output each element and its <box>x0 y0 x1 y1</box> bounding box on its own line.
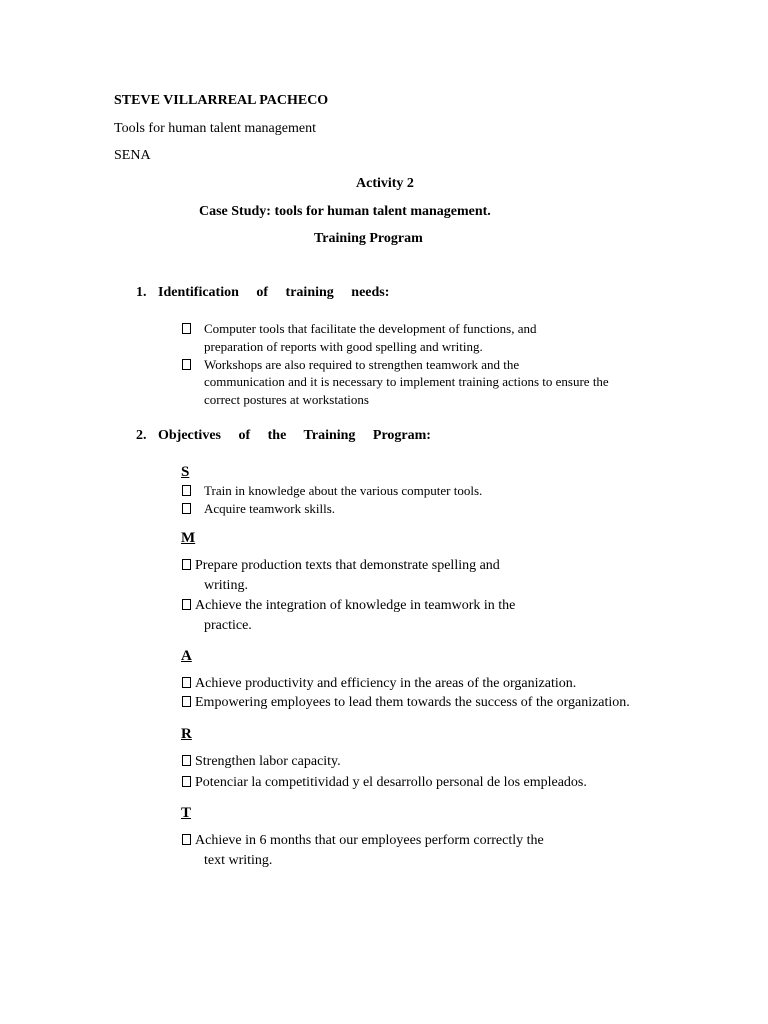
smart-letter-r: R <box>181 726 192 742</box>
list-item-line: Computer tools that facilitate the development of functions, and <box>204 321 537 336</box>
list-item-line: Empowering employees to lead them towards the success of the organization. <box>195 695 630 710</box>
case-study-title: Case Study: tools for human talent management. <box>199 204 491 219</box>
list-item-line: Achieve productivity and efficiency in the areas of the organization. <box>195 676 577 691</box>
list-item-line: Acquire teamwork skills. <box>204 501 336 516</box>
list-item-line: Achieve in 6 months that our employees perform correctly the <box>195 833 544 848</box>
bullet-box-icon <box>182 503 191 514</box>
list-item-line: correct postures at workstations <box>204 392 369 407</box>
section-1-heading: Identification of training needs: <box>158 285 390 300</box>
list-item-line: Train in knowledge about the various computer tools. <box>204 483 483 498</box>
list-item <box>182 833 544 849</box>
author-name: STEVE VILLARREAL PACHECO <box>114 93 329 108</box>
bullet-box-icon <box>182 323 191 334</box>
smart-letter-m: M <box>181 530 196 546</box>
bullet-box-icon <box>182 677 191 688</box>
list-item <box>182 754 341 770</box>
list-item-line: text writing. <box>204 853 273 868</box>
list-item-line: Workshops are also required to strengthen teamwork and the <box>204 357 520 372</box>
bullet-box-icon <box>182 559 191 570</box>
smart-letter-s: S <box>181 464 190 480</box>
bullet-box-icon <box>182 485 191 496</box>
list-item-line: writing. <box>204 578 248 593</box>
bullet-box-icon <box>182 834 191 845</box>
list-item-line: practice. <box>204 618 252 633</box>
list-item-line: communication and it is necessary to implement training actions to ensure the <box>204 374 609 389</box>
list-item <box>182 483 195 499</box>
list-item <box>182 695 630 711</box>
smart-letter-t: T <box>181 805 192 821</box>
bullet-box-icon <box>182 359 191 370</box>
list-item-line: Achieve the integration of knowledge in teamwork in the <box>195 598 516 613</box>
list-item <box>182 357 195 373</box>
bullet-box-icon <box>182 599 191 610</box>
institution-name: SENA <box>114 148 151 163</box>
list-item <box>182 558 500 574</box>
section-2-heading: Objectives of the Training Program: <box>158 428 431 443</box>
bullet-box-icon <box>182 776 191 787</box>
list-item <box>182 501 195 517</box>
list-item <box>182 676 576 692</box>
list-item <box>182 321 195 337</box>
bullet-box-icon <box>182 755 191 766</box>
course-name: Tools for human talent management <box>114 121 316 136</box>
section-2-number: 2. <box>136 428 147 443</box>
list-item-line: Potenciar la competitividad y el desarrollo personal de los empleados. <box>195 775 587 790</box>
list-item <box>182 598 515 614</box>
smart-letter-a: A <box>181 648 192 664</box>
section-1-number: 1. <box>136 285 147 300</box>
list-item <box>182 775 587 791</box>
activity-title: Activity 2 <box>356 176 414 191</box>
list-item-line: Prepare production texts that demonstrate spelling and <box>195 558 500 573</box>
bullet-box-icon <box>182 696 191 707</box>
list-item-line: preparation of reports with good spelling and writing. <box>204 339 483 354</box>
program-title: Training Program <box>314 231 423 246</box>
list-item-line: Strengthen labor capacity. <box>195 754 341 769</box>
